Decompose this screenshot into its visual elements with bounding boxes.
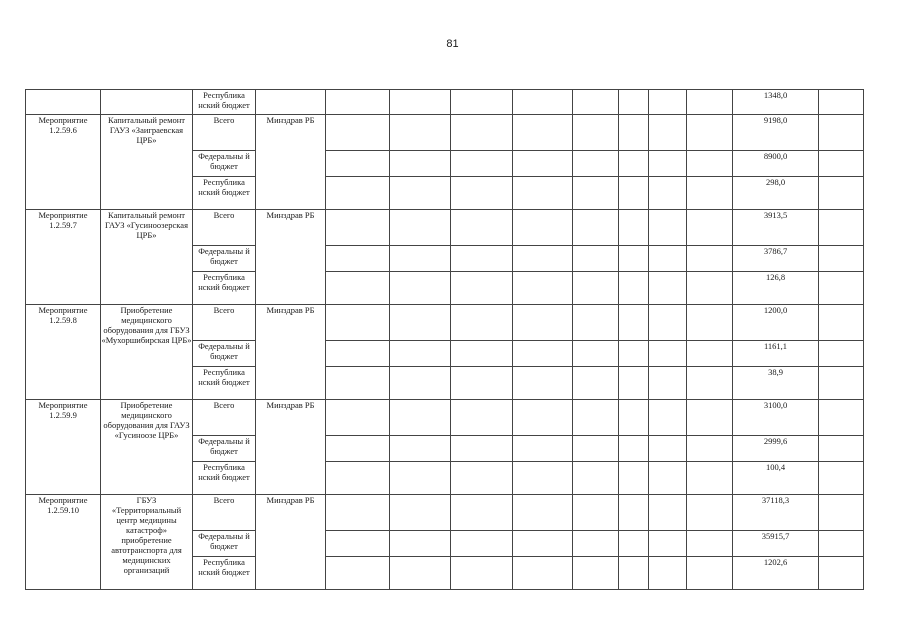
source-cell: Федеральны й бюджет [193,151,256,177]
empty-cell [326,341,390,367]
empty-cell [326,151,390,177]
source-cell: Федеральны й бюджет [193,341,256,367]
empty-cell [573,367,619,400]
empty-cell [326,367,390,400]
empty-cell [687,305,733,341]
empty-cell [687,436,733,462]
empty-cell [649,495,687,531]
empty-cell [451,115,513,151]
empty-cell [326,436,390,462]
empty-cell [649,246,687,272]
empty-cell [687,557,733,590]
value-cell: 2999,6 [733,436,819,462]
empty-cell [390,341,451,367]
empty-cell [819,436,864,462]
empty-cell [819,557,864,590]
name-cell: Капитальный ремонт ГАУЗ «Гусиноозерская ЦРБ» [101,210,193,305]
empty-cell [619,272,649,305]
empty-cell [819,531,864,557]
empty-cell [573,495,619,531]
empty-cell [326,115,390,151]
value-cell: 100,4 [733,462,819,495]
empty-cell [390,367,451,400]
source-cell: Республика нский бюджет [193,90,256,115]
value-cell: 298,0 [733,177,819,210]
source-cell: Всего [193,400,256,436]
page-number: 81 [446,38,459,50]
value-cell: 9198,0 [733,115,819,151]
value-cell: 1161,1 [733,341,819,367]
empty-cell [390,210,451,246]
empty-cell [390,400,451,436]
empty-cell [687,341,733,367]
name-cell [101,90,193,115]
name-cell: ГБУЗ «Территориальный центр медицины катастроф» приобретение автотранспорта для медицинских организаций [101,495,193,590]
empty-cell [819,177,864,210]
empty-cell [326,400,390,436]
source-cell: Всего [193,305,256,341]
empty-cell [390,436,451,462]
empty-cell [513,246,573,272]
event-cell: Мероприятие 1.2.59.7 [26,210,101,305]
event-cell [26,90,101,115]
empty-cell [451,272,513,305]
empty-cell [390,531,451,557]
empty-cell [451,246,513,272]
empty-cell [513,177,573,210]
executor-cell: Минздрав РБ [256,210,326,305]
table-row [26,495,864,531]
empty-cell [390,305,451,341]
value-cell: 1202,6 [733,557,819,590]
executor-cell: Минздрав РБ [256,495,326,590]
executor-cell: Минздрав РБ [256,400,326,495]
source-cell: Республика нский бюджет [193,272,256,305]
empty-cell [819,305,864,341]
empty-cell [619,210,649,246]
empty-cell [687,177,733,210]
empty-cell [687,210,733,246]
empty-cell [573,210,619,246]
empty-cell [819,151,864,177]
value-cell: 3913,5 [733,210,819,246]
empty-cell [513,367,573,400]
empty-cell [451,305,513,341]
empty-cell [390,246,451,272]
empty-cell [649,177,687,210]
empty-cell [326,90,390,115]
value-cell: 3100,0 [733,400,819,436]
empty-cell [573,115,619,151]
empty-cell [649,400,687,436]
empty-cell [451,367,513,400]
budget-table [25,89,864,590]
table-row [26,400,864,436]
empty-cell [649,90,687,115]
source-cell: Всего [193,115,256,151]
empty-cell [619,557,649,590]
name-cell: Приобретение медицинского оборудования для ГБУЗ «Мухоршибирская ЦРБ» [101,305,193,400]
empty-cell [451,90,513,115]
empty-cell [819,210,864,246]
table-row [26,210,864,246]
empty-cell [819,462,864,495]
empty-cell [819,90,864,115]
empty-cell [573,531,619,557]
empty-cell [687,367,733,400]
empty-cell [687,495,733,531]
empty-cell [573,90,619,115]
empty-cell [649,305,687,341]
empty-cell [326,272,390,305]
empty-cell [513,531,573,557]
empty-cell [390,151,451,177]
source-cell: Республика нский бюджет [193,557,256,590]
empty-cell [451,151,513,177]
empty-cell [326,531,390,557]
empty-cell [326,177,390,210]
empty-cell [573,305,619,341]
source-cell: Всего [193,495,256,531]
empty-cell [619,495,649,531]
empty-cell [326,462,390,495]
value-cell: 37118,3 [733,495,819,531]
empty-cell [573,341,619,367]
empty-cell [573,272,619,305]
value-cell: 1200,0 [733,305,819,341]
source-cell: Республика нский бюджет [193,462,256,495]
empty-cell [513,272,573,305]
event-cell: Мероприятие 1.2.59.8 [26,305,101,400]
empty-cell [573,436,619,462]
empty-cell [326,495,390,531]
table-row [26,305,864,341]
empty-cell [390,90,451,115]
empty-cell [619,436,649,462]
empty-cell [687,272,733,305]
empty-cell [326,557,390,590]
empty-cell [573,462,619,495]
table-body [26,90,864,590]
empty-cell [326,305,390,341]
empty-cell [573,177,619,210]
empty-cell [513,305,573,341]
empty-cell [619,400,649,436]
empty-cell [687,246,733,272]
empty-cell [649,341,687,367]
empty-cell [687,462,733,495]
empty-cell [649,151,687,177]
empty-cell [451,210,513,246]
empty-cell [390,495,451,531]
empty-cell [687,90,733,115]
value-cell: 8900,0 [733,151,819,177]
empty-cell [819,400,864,436]
source-cell: Федеральны й бюджет [193,436,256,462]
empty-cell [687,531,733,557]
empty-cell [619,177,649,210]
empty-cell [513,495,573,531]
empty-cell [513,557,573,590]
event-cell: Мероприятие 1.2.59.9 [26,400,101,495]
empty-cell [390,462,451,495]
empty-cell [513,151,573,177]
empty-cell [513,400,573,436]
executor-cell: Минздрав РБ [256,115,326,210]
empty-cell [649,436,687,462]
empty-cell [573,151,619,177]
empty-cell [649,557,687,590]
empty-cell [649,210,687,246]
source-cell: Республика нский бюджет [193,367,256,400]
empty-cell [451,400,513,436]
empty-cell [451,177,513,210]
table-row [26,115,864,151]
empty-cell [390,272,451,305]
value-cell: 3786,7 [733,246,819,272]
empty-cell [451,462,513,495]
empty-cell [649,115,687,151]
empty-cell [451,436,513,462]
empty-cell [573,400,619,436]
empty-cell [573,557,619,590]
empty-cell [619,341,649,367]
empty-cell [390,177,451,210]
source-cell: Всего [193,210,256,246]
empty-cell [326,246,390,272]
empty-cell [819,367,864,400]
empty-cell [619,305,649,341]
empty-cell [619,531,649,557]
empty-cell [687,400,733,436]
empty-cell [619,462,649,495]
empty-cell [819,115,864,151]
empty-cell [687,115,733,151]
empty-cell [649,367,687,400]
empty-cell [819,272,864,305]
empty-cell [573,246,619,272]
empty-cell [451,495,513,531]
empty-cell [513,436,573,462]
executor-cell: Минздрав РБ [256,305,326,400]
value-cell: 126,8 [733,272,819,305]
event-cell: Мероприятие 1.2.59.6 [26,115,101,210]
empty-cell [451,531,513,557]
name-cell: Капитальный ремонт ГАУЗ «Заиграевская ЦРБ» [101,115,193,210]
empty-cell [513,90,573,115]
empty-cell [390,557,451,590]
empty-cell [451,557,513,590]
executor-cell [256,90,326,115]
empty-cell [649,272,687,305]
empty-cell [687,151,733,177]
empty-cell [619,151,649,177]
empty-cell [619,90,649,115]
empty-cell [619,115,649,151]
empty-cell [819,341,864,367]
empty-cell [513,462,573,495]
value-cell: 35915,7 [733,531,819,557]
source-cell: Республика нский бюджет [193,177,256,210]
value-cell: 1348,0 [733,90,819,115]
empty-cell [649,531,687,557]
empty-cell [513,210,573,246]
name-cell: Приобретение медицинского оборудования для ГАУЗ «Гусиноозе ЦРБ» [101,400,193,495]
empty-cell [326,210,390,246]
empty-cell [819,246,864,272]
source-cell: Федеральны й бюджет [193,246,256,272]
empty-cell [819,495,864,531]
event-cell: Мероприятие 1.2.59.10 [26,495,101,590]
table-row [26,90,864,115]
empty-cell [390,115,451,151]
source-cell: Федеральны й бюджет [193,531,256,557]
empty-cell [451,341,513,367]
empty-cell [513,115,573,151]
empty-cell [513,341,573,367]
value-cell: 38,9 [733,367,819,400]
empty-cell [619,246,649,272]
empty-cell [619,367,649,400]
empty-cell [649,462,687,495]
